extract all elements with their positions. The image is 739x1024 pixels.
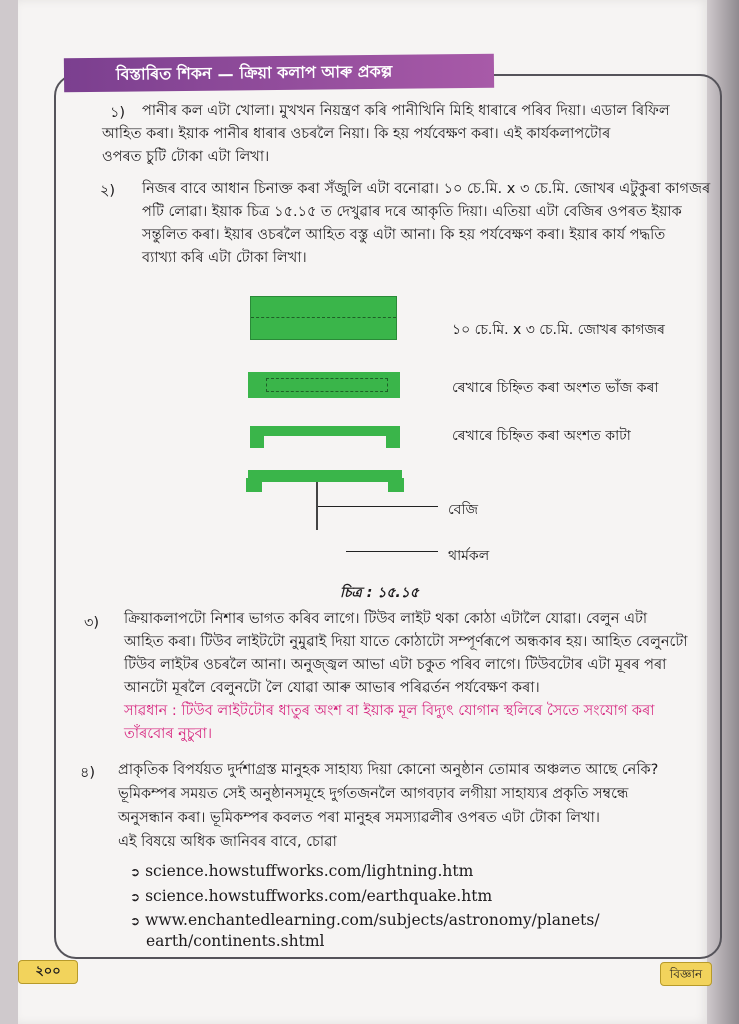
figure-caption: চিত্ৰ : ১৫.১৫: [340, 585, 419, 601]
link-continents[interactable]: [130, 911, 600, 929]
link-text: science.howstuffworks.com/earthquake.htm: [145, 887, 493, 905]
needle-pointer-line: [318, 506, 438, 507]
balanced-strip-right-leg: [388, 478, 404, 492]
warning-line: সাৱধান : টিউব লাইটটোৰ ধাতুৰ অংশ বা ইয়াক মূল বিদ্যুৎ যোগান স্থলিৰে সৈতে সংযোগ কৰা: [124, 703, 655, 719]
link-earthquake[interactable]: [130, 887, 492, 905]
strip-with-fold: [248, 372, 400, 398]
activity-4-line: প্ৰাকৃতিক বিপৰ্যয়ত দুৰ্দশাগ্ৰস্ত মানুহক সাহায্য দিয়া কোনো অনুষ্ঠান তোমাৰ অঞ্চলত আছে নেকি?: [118, 762, 659, 778]
section-header: [64, 54, 494, 93]
balanced-strip: [248, 470, 402, 482]
link-lightning[interactable]: [130, 862, 473, 880]
header-title-part2: ক্ৰিয়া কলাপ আৰু প্ৰকল্প: [239, 61, 393, 82]
activity-3-text: [124, 608, 709, 746]
activity-1-line: ওপৰত চুটি টোকা এটা লিখা।: [102, 149, 270, 165]
warning-line: তাঁৰবোৰ নুচুবা।: [124, 726, 213, 742]
header-separator: —: [217, 63, 234, 84]
activity-3-line: ক্ৰিয়াকলাপটো নিশাৰ ভাগত কৰিব লাগে। টিউব লাইট থকা কোঠা এটালৈ যোৱা। বেলুন এটা: [124, 611, 648, 627]
activity-3-number: ৩): [84, 615, 100, 631]
activity-2-line: ব্যাখ্যা কৰি এটা টোকা লিখা।: [142, 250, 307, 266]
more-info-intro: এই বিষয়ে অধিক জানিবৰ বাবে, চোৱা: [118, 834, 337, 850]
balanced-strip-left-leg: [246, 478, 262, 492]
label-fold: ৰেখাৰে চিহ্নিত কৰা অংশত ভাঁজ কৰা: [452, 380, 659, 396]
label-thermocol: থাৰ্মকল: [448, 548, 490, 564]
activity-4-line: অনুসন্ধান কৰা। ভূমিকম্পৰ কবলত পৰা মানুহৰ সমস্যাৱলীৰ ওপৰত এটা টোকা লিখা।: [118, 810, 600, 826]
link-text: science.howstuffworks.com/lightning.htm: [145, 862, 474, 880]
activity-1-line: পানীৰ কল এটা খোলা। মুখখন নিয়ন্ত্ৰণ কৰি পানীখিনি মিহি ধাৰাৰে পৰিব দিয়া। এডাল ৰিফিল: [142, 103, 670, 119]
fold-line: [251, 317, 396, 318]
activity-2-line: সন্তুলিত কৰা। ইয়াৰ ওচৰলৈ আহিত বস্তু এটা আনা। কি হয় পৰ্যবেক্ষণ কৰা। ইয়াৰ কাৰ্য পদ্ধতি: [142, 227, 666, 243]
label-cut: ৰেখাৰে চিহ্নিত কৰা অংশত কাটা: [452, 428, 631, 444]
activity-3-line: টিউব লাইটৰ ওচৰলৈ আনা। অনুজ্জ্বল আভা এটা চকুত পৰিব লাগে। টিউবটোৰ এটা মূৰৰ পৰা: [124, 657, 667, 673]
activity-2-text: [142, 178, 712, 270]
cut-strip-left-leg: [250, 426, 264, 448]
label-paper-strip: ১০ চে.মি. x ৩ চে.মি. জোখৰ কাগজৰ: [452, 322, 665, 338]
cut-strip-right-leg: [386, 426, 400, 448]
thermocol-pointer-line: [346, 551, 438, 552]
fold-marks: [266, 378, 388, 392]
page-number: ২০০: [18, 960, 78, 984]
activity-1-line: আহিত কৰা। ইয়াক পানীৰ ধাৰাৰ ওচৰলৈ নিয়া। কি হয় পৰ্যবেক্ষণ কৰা। এই কাৰ্যকলাপটোৰ: [102, 126, 611, 142]
activity-3-line: আনটো মূৰলৈ বেলুনটো লৈ যোৱা আৰু আভাৰ পৰিৱৰ্তন পৰ্যবেক্ষণ কৰা।: [124, 680, 540, 696]
paper-strip: [250, 296, 397, 340]
subject-tag: বিজ্ঞান: [660, 962, 712, 986]
cut-strip-top: [250, 426, 400, 436]
link-text: earth/continents.shtml: [146, 932, 325, 950]
link-continents-continued[interactable]: [146, 932, 325, 950]
activity-2-line: নিজৰ বাবে আধান চিনাক্ত কৰা সঁজুলি এটা বনোৱা। ১০ চে.মি. x ৩ চে.মি. জোখৰ এটুকুৰা কাগজৰ: [142, 181, 711, 197]
arrow-bullet-icon: ➲: [130, 914, 141, 928]
activity-4-line: ভূমিকম্পৰ সময়ত সেই অনুষ্ঠানসমূহে দুৰ্গতজনলৈ আগবঢ়াব লগীয়া সাহায্যৰ প্ৰকৃতি সম্বন্ধে: [118, 786, 629, 802]
activity-1-number: ১): [110, 105, 126, 121]
activity-3-line: আহিত কৰা। টিউব লাইটটো নুমুৱাই দিয়া যাতে কোঠাটো সম্পূৰ্ণৰূপে অন্ধকাৰ হয়। আহিত বেলুনটো: [124, 634, 688, 650]
header-title-part1: বিস্তাৰিত শিকন: [115, 63, 212, 84]
arrow-bullet-icon: ➲: [130, 865, 141, 879]
activity-2-number: ২): [100, 183, 116, 199]
label-needle: বেজি: [448, 502, 479, 518]
arrow-bullet-icon: ➲: [130, 890, 141, 904]
activity-4-number: ৪): [80, 765, 96, 781]
activity-1-text: [102, 100, 702, 169]
activity-4-text: [118, 758, 713, 854]
link-text: www.enchantedlearning.com/subjects/astronomy/planets/: [145, 911, 600, 929]
activity-2-line: পটি লোৱা। ইয়াক চিত্ৰ ১৫.১৫ ত দেখুৱাৰ দৰে আকৃতি দিয়া। এতিয়া এটা বেজিৰ ওপৰত ইয়াক: [142, 204, 682, 220]
